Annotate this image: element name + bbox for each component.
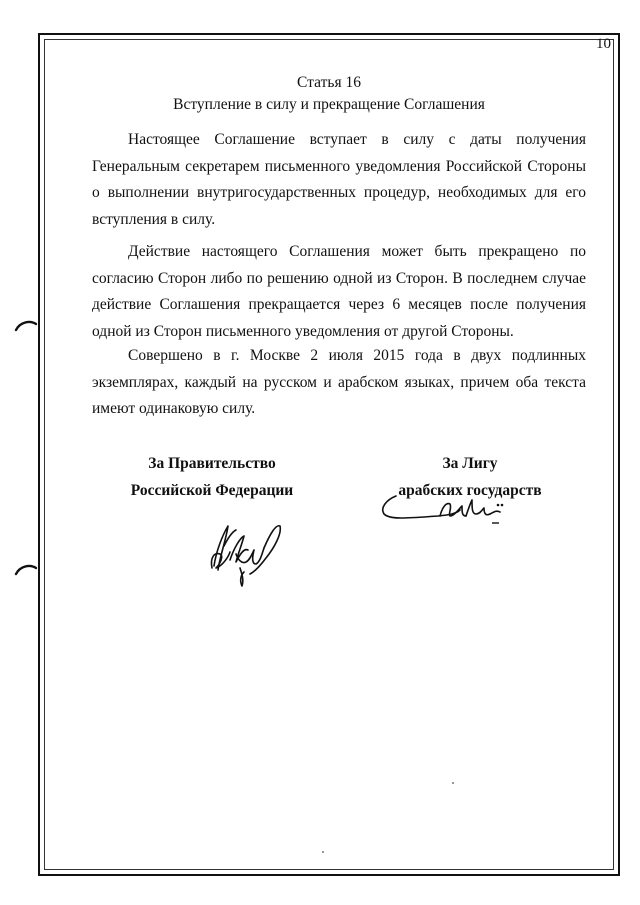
article-heading: Статья 16 [297, 74, 361, 91]
paragraph-entry-into-force: Настоящее Соглашение вступает в силу с даты получения Генеральным секретарем письменного уведомления Российской Стороны о выполнении внутригосударственных процедур, необходимых для его вступления в силу. [92, 131, 586, 228]
binder-mark-lower [14, 562, 38, 576]
signatory-russia-line2: Российской Федерации [130, 482, 294, 499]
signature-russia-handwritten [200, 508, 290, 593]
signatory-arab-league-line1: За Лигу [442, 455, 498, 472]
paragraph-done-at: Совершено в г. Москве 2 июля 2015 года в двух подлинных экземплярах, каждый на русском и арабском языках, причем оба текста имеют одинаковую силу. [92, 347, 586, 417]
binder-mark-upper [14, 318, 38, 332]
signature-arab-league-handwritten [378, 492, 518, 532]
signatory-russia-line1: За Правительство [148, 455, 276, 472]
signatory-arab-league-line2: арабских государств [398, 482, 542, 499]
paragraph-termination: Действие настоящего Соглашения может быть прекращено по согласию Сторон либо по решению одной из Сторон. В последнем случае действие Соглашения прекращается через 6 месяцев после получения одной из Сторон письменного уведомления от другой Стороны. [92, 243, 586, 340]
article-subheading: Вступление в силу и прекращение Соглашения [173, 96, 485, 113]
signatory-russia [112, 450, 312, 504]
page-number: 10 [596, 36, 611, 52]
scan-speck [452, 782, 454, 784]
scan-speck [322, 851, 324, 853]
